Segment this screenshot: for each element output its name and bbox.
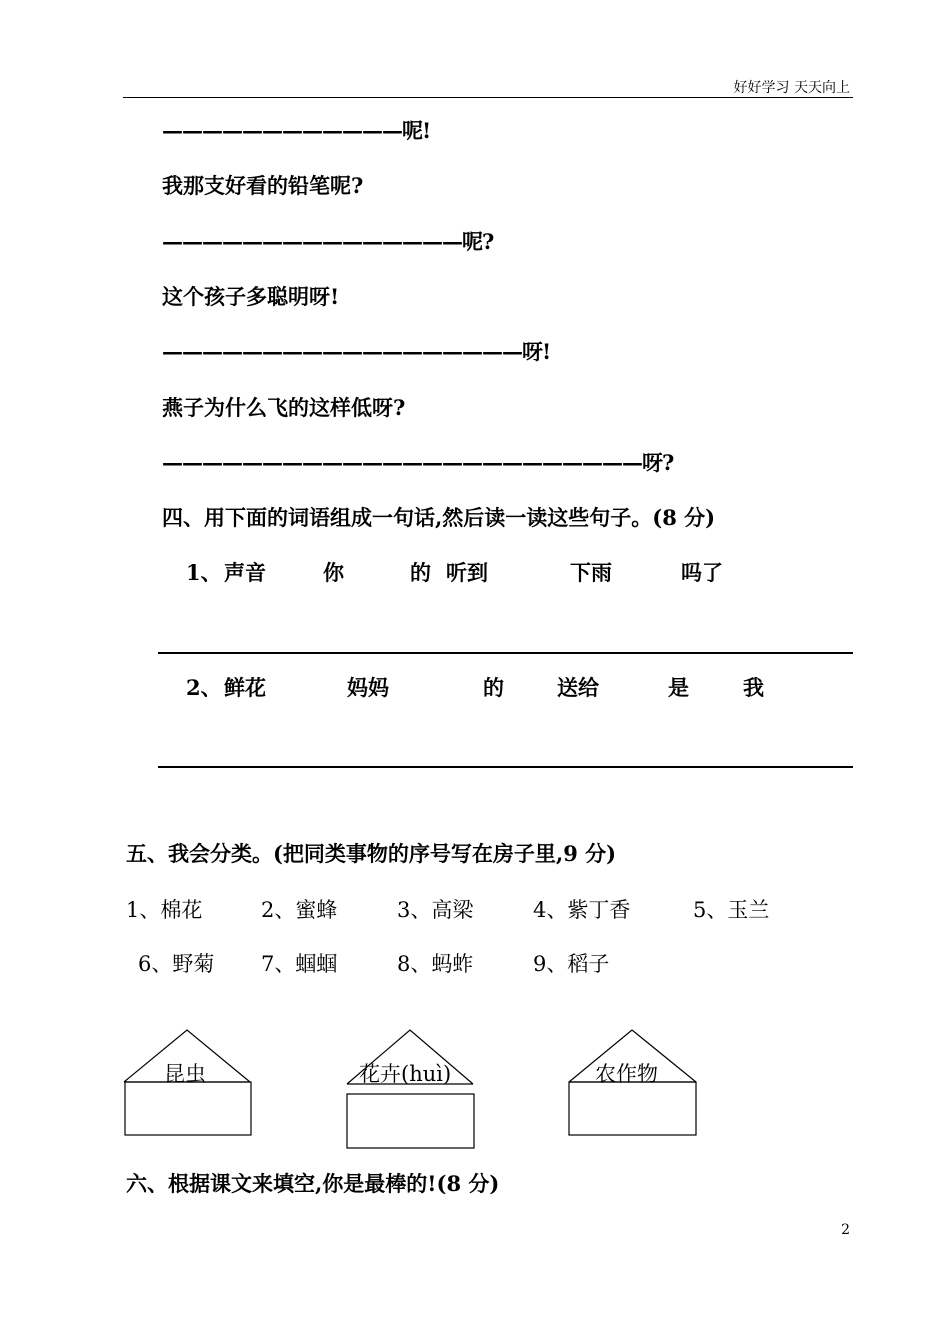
- item-lilac: 4、紫丁香: [533, 898, 631, 922]
- item-bee: 2、蜜蜂: [261, 898, 338, 922]
- word-card: 送给: [557, 675, 599, 700]
- item-wild-chrysanthemum: 6、野菊: [138, 952, 215, 976]
- word-card: 声音: [224, 560, 266, 585]
- word-card: 听到: [446, 560, 488, 585]
- house-label-crops: 农作物: [595, 1062, 658, 1086]
- sentence-child: 这个孩子多聪明呀!: [162, 284, 340, 309]
- word-card: 妈妈: [347, 675, 389, 700]
- answer-box-crops[interactable]: [569, 1082, 696, 1135]
- item-rice: 9、稻子: [533, 952, 610, 976]
- blank-line-2: ———————————————呢?: [162, 229, 494, 254]
- item-sorghum: 3、高梁: [397, 898, 474, 922]
- question-2-number: 2、: [186, 675, 222, 700]
- house-flowers: [347, 1030, 474, 1148]
- word-card: 是: [668, 675, 689, 700]
- house-label-insects: 昆虫: [164, 1062, 206, 1086]
- word-card: 我: [743, 675, 764, 700]
- blank-line-3: ——————————————————呀!: [162, 339, 551, 364]
- word-card: 的: [410, 560, 431, 585]
- word-card: 鲜花: [224, 675, 266, 700]
- item-katydid: 7、蝈蝈: [261, 952, 338, 976]
- word-card: 下雨: [570, 560, 612, 585]
- question-1-number: 1、: [186, 560, 222, 585]
- answer-box-flowers[interactable]: [347, 1094, 474, 1148]
- house-label-flowers: 花卉(huì): [359, 1062, 452, 1086]
- answer-box-insects[interactable]: [125, 1082, 251, 1135]
- page-number: 2: [841, 1222, 850, 1238]
- section6-title: 六、根据课文来填空,你是最棒的!(8 分): [126, 1171, 500, 1196]
- sentence-swallow: 燕子为什么飞的这样低呀?: [162, 395, 406, 420]
- word-card: 吗了: [681, 560, 723, 585]
- blank-line-4: ————————————————————————呀?: [162, 450, 674, 475]
- word-card: 的: [483, 675, 504, 700]
- word-card: 你: [323, 560, 344, 585]
- item-magnolia: 5、玉兰: [693, 898, 770, 922]
- item-cotton: 1、棉花: [126, 898, 203, 922]
- section5-title: 五、我会分类。(把同类事物的序号写在房子里,9 分): [126, 841, 617, 866]
- item-grasshopper: 8、蚂蚱: [397, 952, 474, 976]
- section4-title: 四、用下面的词语组成一句话,然后读一读这些句子。(8 分): [162, 505, 716, 530]
- blank-line-1: ————————————呢!: [162, 118, 431, 143]
- page-header: 好好学习 天天向上: [733, 80, 850, 96]
- sentence-pencil: 我那支好看的铅笔呢?: [162, 173, 364, 198]
